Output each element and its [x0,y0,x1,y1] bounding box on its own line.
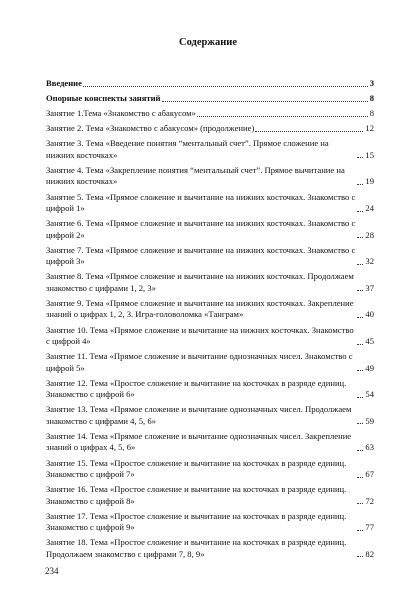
toc-entry-page: 12 [365,123,374,134]
toc-entry-title: Введение [46,78,82,88]
toc-entry-title: Занятие 2. Тема «Знакомство с абакусом» (продолжение) [46,123,255,134]
toc-entry-title: Опорные конспекты занятий [46,93,161,104]
dot-leader [357,530,363,531]
toc-entry-page: 24 [365,203,374,214]
toc-entry [46,245,374,268]
dot-leader [357,290,363,291]
dot-leader [357,317,363,318]
toc-entry-title: Занятие 12. Тема «Простое сложение и вычитание на косточках в разряде единиц. Знакомство с цифрой 6» [46,377,347,400]
toc-entry [46,123,374,135]
toc-entry-page: 32 [365,256,374,267]
toc-entry-title: Занятие 17. Тема «Простое сложение и вычитание на косточках в разряде единиц. Знакомство с цифрой 9» [46,510,347,533]
dot-leader [255,131,363,132]
dot-leader [162,101,368,102]
dot-leader [197,116,368,117]
toc-entry [46,192,374,215]
toc-entry-title: Занятие 9. Тема «Прямое сложение и вычитание на нижних косточках. Закрепление знаний о цифрах 1, 2, 3. Игра-головоломка «Танграм» [46,297,354,320]
toc-entry [46,511,374,534]
toc-entry [46,537,374,560]
toc-entry-title: Занятие 14. Тема «Прямое сложение и вычитание однозначных чисел. Закрепление знаний о цифрах 4, 5, 6» [46,430,352,453]
toc-entry-title: Занятие 4. Тема «Закрепление понятия “ментальный счет”. Прямое вычитание на нижних косточках» [46,164,345,187]
toc-entry [46,484,374,507]
toc-entry-page: 82 [365,548,374,559]
toc-entry [46,78,374,90]
toc-entry-page: 72 [365,495,374,506]
dot-leader [357,237,363,238]
dot-leader [357,184,363,185]
toc-entry [46,378,374,401]
toc-entry-page: 3 [369,78,374,88]
toc-entry-page: 19 [365,176,374,187]
dot-leader [357,503,363,504]
toc-entry [46,165,374,188]
page-number: 234 [45,566,59,576]
dot-leader [357,397,363,398]
toc-entry-title: Занятие 16. Тема «Простое сложение и вычитание на косточках в разряде единиц. Знакомство с цифрой 8» [46,484,347,506]
toc-entry [46,218,374,241]
toc-entry [46,431,374,454]
dot-leader [357,423,363,424]
toc-entry-title: Занятие 11. Тема «Прямое сложение и вычитание однозначных чисел. Знакомство с цифрой 5» [46,351,353,373]
toc-entry-page: 63 [365,442,374,453]
dot-leader [357,477,363,478]
dot-leader [357,211,363,212]
dot-leader [357,556,363,557]
toc-entry [46,458,374,481]
dot-leader [357,264,363,265]
toc-entry-title: Занятие 6. Тема «Прямое сложение и вычитание на нижних косточках. Знакомство с цифрой 2» [46,218,356,240]
toc-entry [46,351,374,374]
toc-entry-page: 37 [365,282,374,293]
table-of-contents [46,78,374,564]
toc-entry [46,298,374,321]
toc-entry-page: 77 [365,522,374,533]
toc-entry-title: Занятие 7. Тема «Прямое сложение и вычитание на нижних косточках. Знакомство с цифрой 3» [46,244,356,267]
toc-entry-title: Занятие 10. Тема «Прямое сложение и вычитание на нижних косточках. Знакомство с цифрой 4» [46,324,354,347]
toc-entry [46,404,374,427]
toc-entry-title: Занятие 15. Тема «Простое сложение и вычитание на косточках в разряде единиц. Знакомство с цифрой 7» [46,457,347,479]
dot-leader [357,370,363,371]
toc-entry-page: 40 [365,309,374,320]
toc-entry-page: 8 [369,93,374,104]
toc-entry-title: Занятие 3. Тема «Введение понятия “ментальный счет”. Прямое сложение на нижних косточках» [46,138,329,160]
toc-entry-title: Занятие 18. Тема «Простое сложение и вычитание на косточках в разряде единиц. Продолжаем знакомство с цифрами 7, 8, 9» [46,537,347,559]
page-title: Содержание [179,37,237,48]
dot-leader [83,86,368,87]
toc-entry-page: 45 [365,336,374,347]
toc-entry-page: 8 [369,108,374,119]
toc-entry [46,93,374,105]
toc-entry-title: Занятие 1.Тема «Знакомство с абакусом» [46,108,196,119]
dot-leader [357,450,363,451]
toc-entry [46,271,374,294]
toc-entry-title: Занятие 13. Тема «Прямое сложение и вычитание однозначных чисел. Продолжаем знакомство с цифрами 4, 5, 6» [46,404,352,426]
toc-entry-page: 54 [365,389,374,400]
toc-entry-title: Занятие 5. Тема «Прямое сложение и вычитание на нижних косточках. Знакомство с цифрой 1» [46,191,356,214]
toc-entry-title: Занятие 8. Тема «Прямое сложение и вычитание на нижних косточках. Продолжаем знакомство с цифрами 1, 2, 3» [46,271,354,293]
toc-entry-page: 49 [365,362,374,373]
toc-entry-page: 28 [365,229,374,240]
toc-entry-page: 67 [365,469,374,479]
toc-entry [46,138,374,161]
toc-entry [46,108,374,120]
dot-leader [357,157,363,158]
toc-entry [46,325,374,348]
toc-entry-page: 15 [365,149,374,160]
toc-entry-page: 59 [365,415,374,426]
dot-leader [357,344,363,345]
